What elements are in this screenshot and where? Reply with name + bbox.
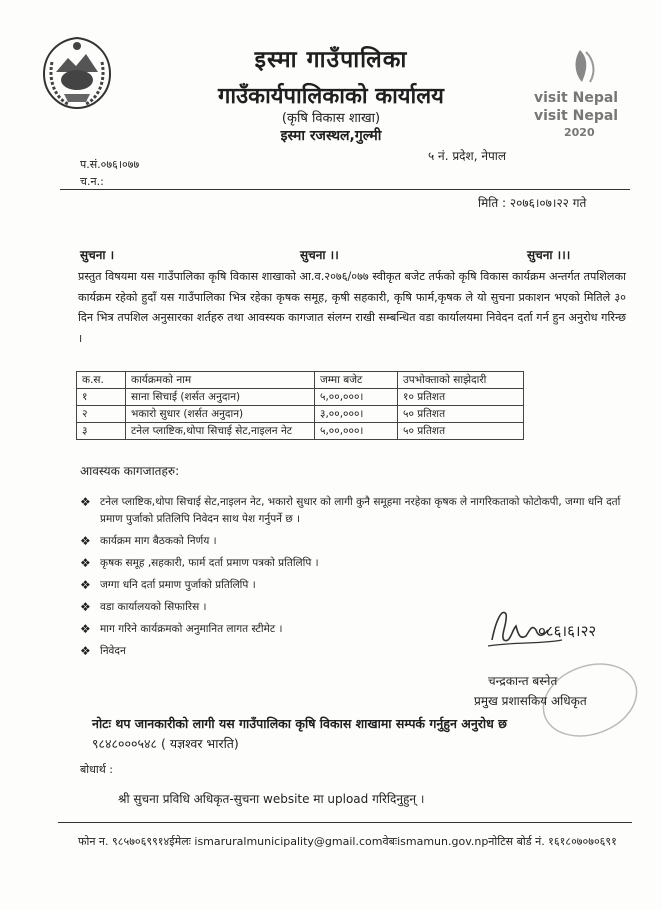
province-text: ५ नं. प्रदेश, नेपाल — [428, 149, 507, 163]
contact-note — [92, 714, 622, 754]
notice-body-paragraph: प्रस्तुत विषयमा यस गाउँपालिका कृषि विकास शाखाको आ.व.२०७६/०७७ स्वीकृत बजेट तर्फको कृषि विकास कार्यक्रम अन्तर्गत तपशिलका कार्यक्रम रहेको हुदाँ यस गाउँपालिका भित्र रहेका कृषक समूह, कृषी सहकारी, कृषि फार्म,कृषक ले यो सुचना प्रकाशन भएको मितिले ३० दिन भित्र तपशिल अनुसारका शर्तहरु तथा आवस्यक कागजात संलग्न राखी सम्बन्धित वडा कार्यालयमा निवेदन दर्ता गर्न हुन अनुरोध गरिन्छ । — [78, 270, 626, 345]
table-cell: भकारो सुधार (शर्सत अनुदान) — [126, 406, 315, 423]
table-cell: टनेल प्लाष्टिक,थोपा सिचाई सेट,नाइलन नेट — [126, 423, 315, 440]
list-item — [78, 555, 638, 572]
diamond-bullet-icon: ❖ — [80, 644, 91, 658]
municipality-title: इस्मा गाउँपालिका — [254, 47, 408, 73]
list-item-text: कृषक समूह ,सहकारी, फार्म दर्ता प्रमाण पत्रको प्रतिलिपि । — [100, 557, 319, 569]
office-title: गाउँकार्यपालिकाको कार्यालय — [218, 84, 444, 109]
dispatch-number: च.न.: — [80, 175, 104, 188]
diamond-bullet-icon: ❖ — [80, 622, 91, 636]
list-item — [78, 533, 638, 550]
list-item-text: निवेदन — [100, 645, 126, 657]
note-phone: ९८४८०००५४८ ( यज्ञश्वर भारति) — [92, 736, 239, 751]
table-cell: ३ — [77, 423, 126, 440]
table-cell: १ — [77, 389, 126, 406]
visit-nepal-2020-logo — [520, 42, 650, 142]
required-documents-title: आवस्यक कागजातहरु: — [80, 464, 180, 478]
signatory-post: प्रमुख प्रशासकिय अधिकृत — [474, 694, 587, 708]
note-text: नोटः थप जानकारीको लागी यस गाउँपालिका कृषि विकास शाखामा सम्पर्क गर्नुहुन अनुरोध छ — [92, 716, 507, 731]
visit-nepal-text-1: visit Nepal — [534, 90, 619, 106]
diamond-bullet-icon: ❖ — [80, 534, 91, 548]
branch-name: (कृषि विकास शाखा) — [281, 111, 381, 126]
table-cell: ५० प्रतिशत — [398, 406, 524, 423]
table-cell: २ — [77, 406, 126, 423]
table-row — [77, 389, 524, 406]
table-row — [77, 406, 524, 423]
footer-divider — [58, 822, 632, 823]
signatory-name: चन्द्रकान्त बस्नेत — [488, 674, 558, 688]
diamond-bullet-icon: ❖ — [80, 556, 91, 570]
notice-label-3: सुचना ।।। — [527, 248, 571, 262]
table-cell: १० प्रतिशत — [398, 389, 524, 406]
letter-reference-number: प.सं.०७६।०७७ — [80, 158, 140, 171]
table-cell: ५,००,०००। — [315, 423, 398, 440]
list-item-text: वडा कार्यालयको सिफारिस । — [100, 601, 207, 613]
visit-nepal-year: 2020 — [564, 126, 595, 139]
table-header-cell: उपभोक्ताको साझेदारी — [398, 372, 524, 389]
table-cell: साना सिचाई (शर्सत अनुदान) — [126, 389, 315, 406]
visit-nepal-text-2: visit Nepal — [534, 108, 619, 124]
diamond-bullet-icon: ❖ — [80, 495, 91, 509]
table-header-cell: कार्यक्रमको नाम — [126, 372, 315, 389]
diamond-bullet-icon: ❖ — [80, 600, 91, 614]
signature-date: ०८६।६।२२ — [538, 622, 597, 640]
table-header-cell: क.स. — [77, 372, 126, 389]
cc-label: बोधार्थ : — [80, 763, 113, 776]
cc-info-officer: श्री सुचना प्रविधि अधिकृत-सुचना website मा upload गरिदिनुहुन् । — [118, 792, 425, 806]
table-row — [77, 423, 524, 440]
list-item-text: कार्यक्रम माग बैठकको निर्णय । — [100, 535, 217, 547]
list-item-text: जग्गा धनि दर्ता प्रमाण पुर्जाको प्रतिलिपि । — [100, 579, 256, 591]
notice-label-1: सुचना । — [80, 248, 115, 262]
letter-date: मिति : २०७६।०७।२२ गते — [478, 196, 587, 210]
diamond-bullet-icon: ❖ — [80, 578, 91, 592]
table-cell: ५,००,०००। — [315, 389, 398, 406]
header-divider — [60, 189, 630, 190]
list-item — [78, 577, 638, 594]
table-header-row — [77, 372, 524, 389]
footer-contact: फोन न. ९८५७०६९९१४ईमेलः ismaruralmunicipality@gmail.comवेबःismamun.gov.npनोटिस बोर्ड नं. १६१८०७०७०६९१ — [78, 835, 617, 848]
program-table — [76, 371, 524, 440]
list-item-text: माग गरिने कार्यक्रमको अनुमानित लागत स्टीमेट । — [100, 623, 283, 635]
office-address: इस्मा रजस्थल,गुल्मी — [280, 128, 382, 144]
table-cell: ३,००,०००। — [315, 406, 398, 423]
table-header-cell: जम्मा बजेट — [315, 372, 398, 389]
list-item — [78, 494, 638, 528]
handwritten-signature — [482, 600, 612, 660]
table-cell: ५० प्रतिशत — [398, 423, 524, 440]
notice-label-2: सुचना ।। — [300, 248, 339, 262]
list-item-text: टनेल प्लाष्टिक,थोपा सिचाई सेट,नाइलन नेट, भकारो सुधार को लागी कुनै समूहमा नरहेका कृषक ले नागरिकताको फोटोकपी, जग्गा धनि दर्ता प्रमाण पुर्जाको प्रतिलिपि निवेदन साथ पेश गर्नुपर्ने छ । — [100, 496, 621, 525]
